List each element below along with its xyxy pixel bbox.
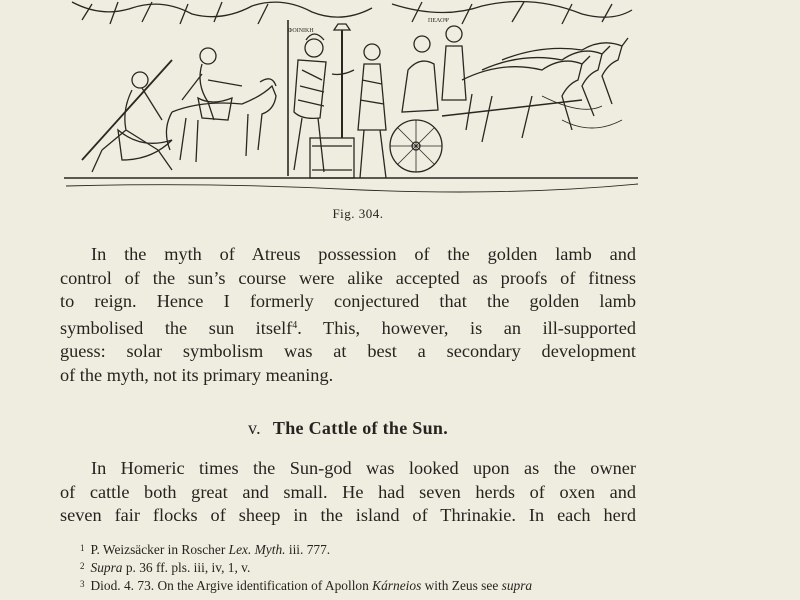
oathtaker-figure — [332, 44, 386, 178]
footnote-text: P. Weizsäcker in Roscher — [90, 542, 229, 557]
footnote-text: Diod. 4. 73. On the Argive identification of Apollon — [90, 578, 373, 593]
inscription-1: ΦΟΙΝΙΚΗ — [288, 28, 314, 34]
paragraph-line: control of the sun’s course were alike accepted as proofs of fitness — [60, 267, 636, 288]
footnote-text: p. 36 ff. pls. iii, iv, 1, v. — [122, 560, 251, 575]
line-text: symbolised the sun itself — [60, 317, 293, 338]
horses — [462, 38, 628, 142]
warrior-figure — [288, 20, 326, 176]
paragraph-line: seven fair flocks of sheep in the island of Thrinakie. In each herd — [60, 505, 636, 525]
footnote-number: 2 — [80, 561, 85, 571]
footnote — [80, 558, 640, 576]
paragraph-line: of cattle both great and small. He had seven herds of oxen and — [60, 481, 636, 502]
line-text: . This, however, is an ill-supported — [297, 317, 636, 338]
paragraph-line: guess: solar symbolism was at best a secondary development — [60, 341, 636, 361]
footnote-italic: Kárneios — [372, 578, 422, 593]
section-number: v. — [247, 418, 261, 438]
footnote — [80, 540, 640, 558]
ram-figure — [166, 79, 276, 162]
paragraph-atreus — [60, 243, 636, 387]
paragraph-cattle — [60, 457, 636, 528]
vase-painting-figure — [62, 0, 640, 196]
footnote-italic: Supra — [90, 560, 123, 575]
paragraph-line: to reign. Hence I formerly conjectured that the golden lamb — [60, 291, 636, 311]
footnote-number: 3 — [80, 579, 85, 589]
altar — [310, 24, 354, 178]
paragraph-line: of the myth, not its primary meaning. — [60, 364, 334, 385]
section-heading — [0, 418, 696, 439]
youth-figure — [182, 48, 242, 120]
footnote-text: with Zeus see — [421, 578, 502, 593]
inscription-2: ΠΕΛΟΨ — [428, 18, 449, 24]
footnote-italic: supra — [501, 578, 533, 593]
figure-top-band — [72, 2, 632, 25]
footnote-reference: 4 — [292, 319, 298, 331]
section-title: The Cattle of the Sun. — [272, 418, 449, 438]
footnote-italic: Lex. Myth. — [228, 542, 286, 557]
paragraph-line: In the myth of Atreus possession of the golden lamb and — [91, 244, 636, 264]
paragraph-line — [60, 314, 636, 341]
figure-caption: Fig. 304. — [332, 206, 384, 221]
paragraph-line: In Homeric times the Sun-god was looked upon as the owner — [91, 458, 636, 478]
footnote-number: 1 — [80, 543, 85, 553]
footnote-text: iii. 777. — [285, 542, 331, 557]
seated-figure — [82, 60, 172, 172]
footnotes — [80, 540, 640, 594]
footnote — [80, 576, 640, 594]
